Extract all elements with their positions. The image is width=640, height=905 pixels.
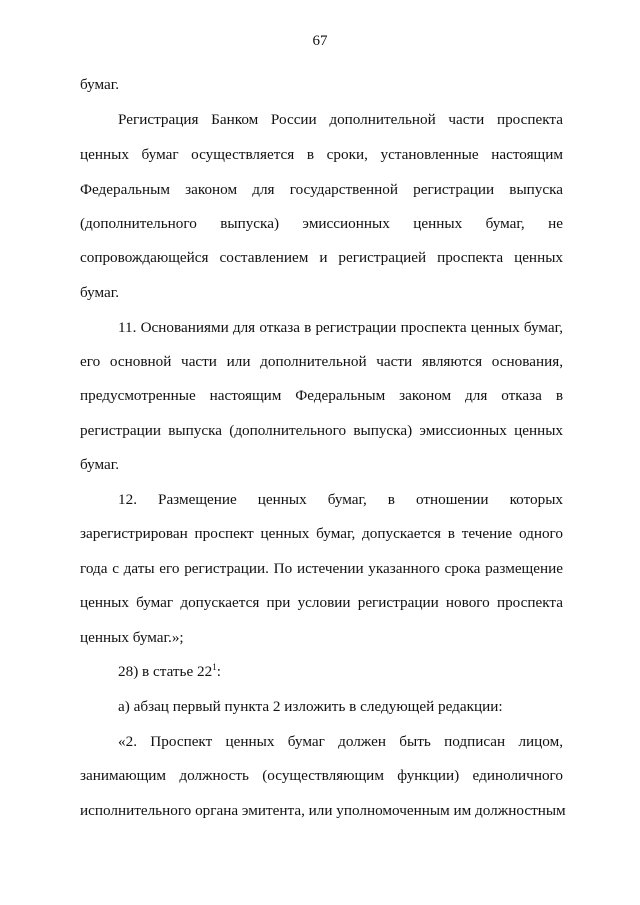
text-line: Федеральным законом для государственной регистрации выпуска bbox=[80, 181, 563, 198]
text-line: бумаг. bbox=[80, 284, 120, 301]
text-line: зарегистрирован проспект ценных бумаг, допускается в течение одного bbox=[80, 525, 563, 542]
text-line: «2. Проспект ценных бумаг должен быть подписан лицом, bbox=[118, 733, 563, 750]
text-line: а) абзац первый пункта 2 изложить в следующей редакции: bbox=[118, 698, 503, 715]
text-line: бумаг. bbox=[80, 456, 120, 473]
article-colon: : bbox=[216, 663, 221, 680]
text-line: 12. Размещение ценных бумаг, в отношении которых bbox=[118, 491, 563, 508]
text-line: года с даты его регистрации. По истечении указанного срока размещение bbox=[80, 560, 563, 577]
text-line: ценных бумаг допускается при условии регистрации нового проспекта bbox=[80, 594, 563, 611]
text-line: регистрации выпуска (дополнительного выпуска) эмиссионных ценных bbox=[80, 422, 563, 439]
text-line: ценных бумаг осуществляется в сроки, установленные настоящим bbox=[80, 146, 563, 163]
article-superscript: 1 bbox=[212, 662, 217, 672]
text-line-article bbox=[118, 662, 563, 682]
text-line: занимающим должность (осуществляющим функции) единоличного bbox=[80, 767, 563, 784]
text-line: бумаг. bbox=[80, 76, 120, 93]
text-line: исполнительного органа эмитента, или уполномоченным им должностным bbox=[80, 802, 566, 819]
text-line: Регистрация Банком России дополнительной части проспекта bbox=[118, 111, 563, 128]
article-text: 28) в статье 22 bbox=[118, 663, 213, 680]
text-line: его основной части или дополнительной части являются основания, bbox=[80, 353, 563, 370]
page-number: 67 bbox=[312, 33, 328, 49]
text-line: (дополнительного выпуска) эмиссионных ценных бумаг, не bbox=[80, 215, 563, 232]
text-line: сопровождающейся составлением и регистрацией проспекта ценных bbox=[80, 249, 563, 266]
text-line: предусмотренные настоящим Федеральным законом для отказа в bbox=[80, 387, 563, 404]
text-line: ценных бумаг.»; bbox=[80, 629, 184, 646]
text-line: 11. Основаниями для отказа в регистрации проспекта ценных бумаг, bbox=[118, 319, 563, 336]
